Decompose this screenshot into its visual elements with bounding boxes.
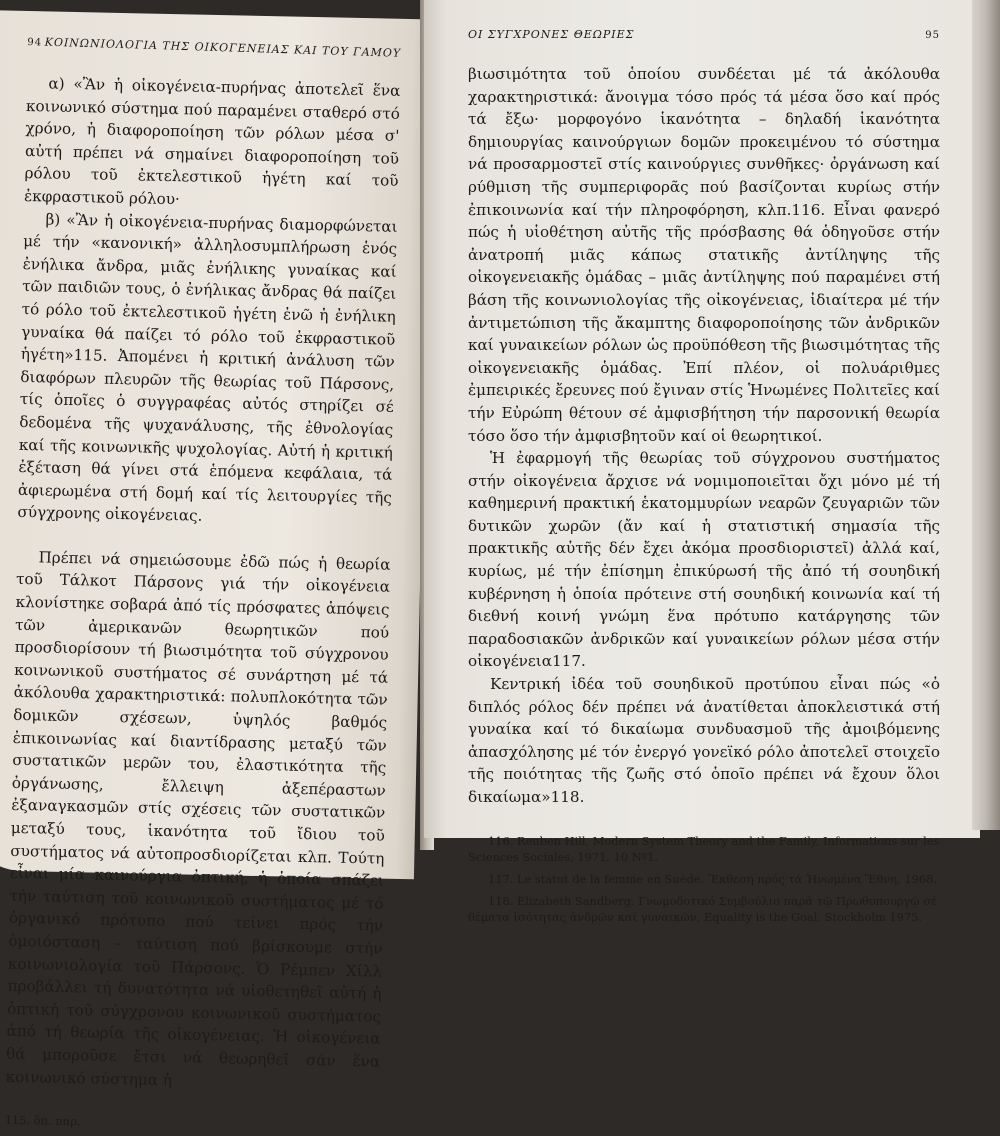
right-paragraph-3: Κεντρική ἰδέα τοῦ σουηδικοῦ προτύπου εἶναι πώς «ὁ διπλός ρόλος δέν πρέπει νά ἀνατίθεται ἀποκλειστικά στή γυναίκα καί τό δικαίωμα συνδυασμοῦ τῆς ἀμοιβόμενης ἀπασχόλησης μέ τόν ἐνεργό γονεϊκό ρόλο ἀποτελεῖ στοιχεῖο τῆς ποιότητας τῆς ζωῆς στό ὁποῖο πρέπει νά ἔχουν ὅλοι δικαίωμα»118. — [468, 675, 940, 806]
footnote-118: 118. Elizabeth Sandberg, Γνωμοδοτικό Συμβούλιο παρά τῷ Πρωθυπουργῷ σέ θέματα ἰσότητας ἀνδρῶν καί γυναικῶν, Equality is the Goal, Stockholm 1975. — [468, 893, 938, 924]
right-running-head-title: ΟΙ ΣΥΓΧΡΟΝΕΣ ΘΕΩΡΙΕΣ — [468, 28, 635, 41]
left-footnote-115: 115. ὅπ. παρ. — [4, 1112, 81, 1129]
right-footnotes — [468, 833, 940, 925]
footnote-117: 117. Le statut de la femme en Suède. Ἔκθεση πρός τά Ἡνωμένα Ἔθνη, 1968. — [488, 871, 937, 886]
right-page-number: 95 — [925, 30, 940, 41]
right-running-head — [468, 28, 940, 41]
page-stack-edge — [972, 0, 1000, 830]
left-running-head — [27, 35, 401, 60]
left-paragraph-b: β) «Ἂν ἡ οἰκογένεια-πυρήνας διαμορφώνεται μέ τήν «κανονική» ἀλληλοσυμπλήρωση ἑνός ἐνήλικα ἄνδρα, μιᾶς ἐνήλικης γυναίκας καί τῶν παιδιῶν τους, ὁ ἐνήλικας ἄνδρας θά παίζει τό ρόλο τοῦ ἐκτελεστικοῦ ἡγέτη ἐνῶ ἡ ἐνήλικη γυναίκα θά παίζει τό ρόλο τοῦ ἐκφραστικοῦ ἡγέτη»115. Ἀπομένει ἡ κριτική ἀνάλυση τῶν διαφόρων πλευρῶν τῆς θεωρίας τοῦ Πάρσονς, τίς ὁποῖες ὁ συγγραφέας αὐτός στηρίζει σέ δεδομένα τῆς ψυχανάλυσης, τῆς ἐθνολογίας καί τῆς κοινωνικῆς ψυχολογίας. Αὐτή ἡ κριτική ἐξέταση θά γίνει στά ἑπόμενα κεφάλαια, τά ἀφιερωμένα στή δομή καί τίς λειτουργίες τῆς σύγχρονης οἰκογένειας. — [17, 209, 398, 526]
footnote-116: 116. Reuben Hill, Modern System Theory and the Family, Informations sur les Sciences Sociales, 1971, 10 Nº1. — [468, 833, 940, 864]
left-body-text — [5, 72, 400, 1096]
left-paragraph-a: α) «Ἂν ἡ οἰκογένεια-πυρήνας ἀποτελεῖ ἕνα κοινωνικό σύστημα πού παραμένει σταθερό στό χρόνο, ἡ διαφοροποίηση τῶν ρόλων μέσα σ' αὐτή πρέπει νά σημαίνει διαφοροποίηση τοῦ ρόλου τοῦ ἐκτελεστικοῦ ἡγέτη καί τοῦ ἐκφραστικοῦ ρόλου· — [23, 74, 401, 209]
right-paragraph-1: βιωσιμότητα τοῦ ὁποίου συνδέεται μέ τά ἀκόλουθα χαρακτηριστικά: ἄνοιγμα τόσο πρός τά μέσα ὅσο καί πρός τά ἔξω· μορφογόνο ἱκανότητα – δηλαδή ἱκανότητα δημιουργίας καινούργιων δομῶν προκειμένου τό σύστημα νά προσαρμοστεῖ στίς καινούργιες συνθῆκες· ὀργάνωση καί ρύθμιση τῆς συμπεριφορᾶς πού βασίζονται κυρίως στήν ἐπικοινωνία καί τήν πληροφόρηση, κλπ.116. Εἶναι φανερό πώς ἡ υἱοθέτηση αὐτῆς τῆς πρόσβασης θά ὁδηγοῦσε στήν ἀνατροπή μιᾶς κάπως στατικῆς ἀντίληψης τῆς οἰκογενειακῆς ὁμάδας – μιᾶς ἀντίληψης πού παραμένει στή βάση τῆς κοινωνιολογίας τῆς οἰκογένειας, ἰδιαίτερα μέ τήν ἀντιμετώπιση τῆς ἄκαμπτης διαφοροποίησης τῶν ἀνδρικῶν καί γυναικείων ρόλων ὡς προϋπόθεση τῆς βιωσιμότητας τῆς οἰκογενειακῆς ὁμάδας. Ἐπί πλέον, οἱ πολυάριθμες ἐμπειρικές ἔρευνες πού ἔγιναν στίς Ἡνωμένες Πολιτεῖες καί τήν Εὐρώπη θέτουν σέ ἀμφισβήτηση τήν παρσονική θεωρία τόσο ὅσο τήν ἀμφισβητοῦν καί οἱ θεωρητικοί. — [468, 65, 940, 445]
left-page — [0, 10, 432, 1129]
left-footnote — [5, 1112, 379, 1136]
left-running-head-title: ΚΟΙΝΩΝΙΟΛΟΓΙΑ ΤΗΣ ΟΙΚΟΓΕΝΕΙΑΣ ΚΑΙ ΤΟΥ ΓΑΜΟΥ — [44, 35, 402, 60]
left-page-number: 94 — [27, 37, 43, 49]
left-paragraph-c: Πρέπει νά σημειώσουμε ἐδῶ πώς ἡ θεωρία τοῦ Τάλκοτ Πάρσονς γιά τήν οἰκογένεια κλονίστηκε σοβαρά ἀπό τίς πρόσφατες ἀπόψεις τῶν ἀμερικανῶν θεωρητικῶν πού προσδιορίσουν τή βιωσιμότητα τοῦ σύγχρονου κοινωνικοῦ συστήματος σέ συνάρτηση μέ τά ἀκόλουθα χαρακτηριστικά: πολυπλοκότητα τῶν δομικῶν σχέσεων, ὑψηλός βαθμός ἐπικοινωνίας καί διαντίδρασης μεταξύ τῶν συστατικῶν μερῶν του, ἐλαστικότητα τῆς ὀργάνωσης, ἔλλειψη ἀξεπέραστων ἐξαναγκασμῶν στίς σχέσεις τῶν συστατικῶν μεταξύ τους, ἱκανότητα τοῦ ἴδιου τοῦ συστήματος νά αὐτοπροσδιορίζεται κλπ. Τούτη εἶναι μία καινούργια ὀπτική, ἡ ὁποία σπάζει τήν ταύτιση τοῦ κοινωνικοῦ συστήματος μέ τό ὀργανικό πρότυπο πού τείνει πρός τήν ὁμοιόσταση – ταύτιση πού βρίσκουμε στήν κοινωνιολογία τοῦ Πάρσονς. Ὁ Ρέμπεν Χίλλ προβάλλει τή δυνατότητα νά υἱοθετηθεῖ αὐτή ἡ ὀπτική τοῦ σύγχρονου κοινωνικοῦ συστήματος ἀπό τή θεωρία τῆς οἰκογένειας. Ἡ οἰκογένεια θά μποροῦσε ἔτσι νά θεωρηθεῖ σάν ἕνα κοινωνικό σύστημα ἡ — [5, 548, 391, 1089]
right-page — [424, 0, 980, 924]
right-body-text — [468, 63, 940, 809]
right-paragraph-2: Ἡ ἐφαρμογή τῆς θεωρίας τοῦ σύγχρονου συστήματος στήν οἰκογένεια ἄρχισε νά νομιμοποιεῖται ὄχι μόνο μέ τή καθημερινή πρακτική ἑκατομμυρίων νεαρῶν ζευγαριῶν τῶν δυτικῶν χωρῶν (ἄν καί ἡ στατιστική σημασία τῆς πρακτικῆς αὐτῆς δέν ἔχει ἀκόμα προσδιοριστεῖ) ἀλλά καί, κυρίως, μέ τήν ἐπίσημη ἐπικύρωσή τῆς ἀπό τή σουηδική κυβέρνηση ἡ ὁποία πρότεινε στή σουηδική κοινωνία καί τή διεθνή κοινή γνώμη ἕνα πρότυπο κατάργησης τῶν παραδοσιακῶν ἀνδρικῶν καί γυναικείων ρόλων μέσα στήν οἰκογένεια117. — [468, 449, 940, 671]
